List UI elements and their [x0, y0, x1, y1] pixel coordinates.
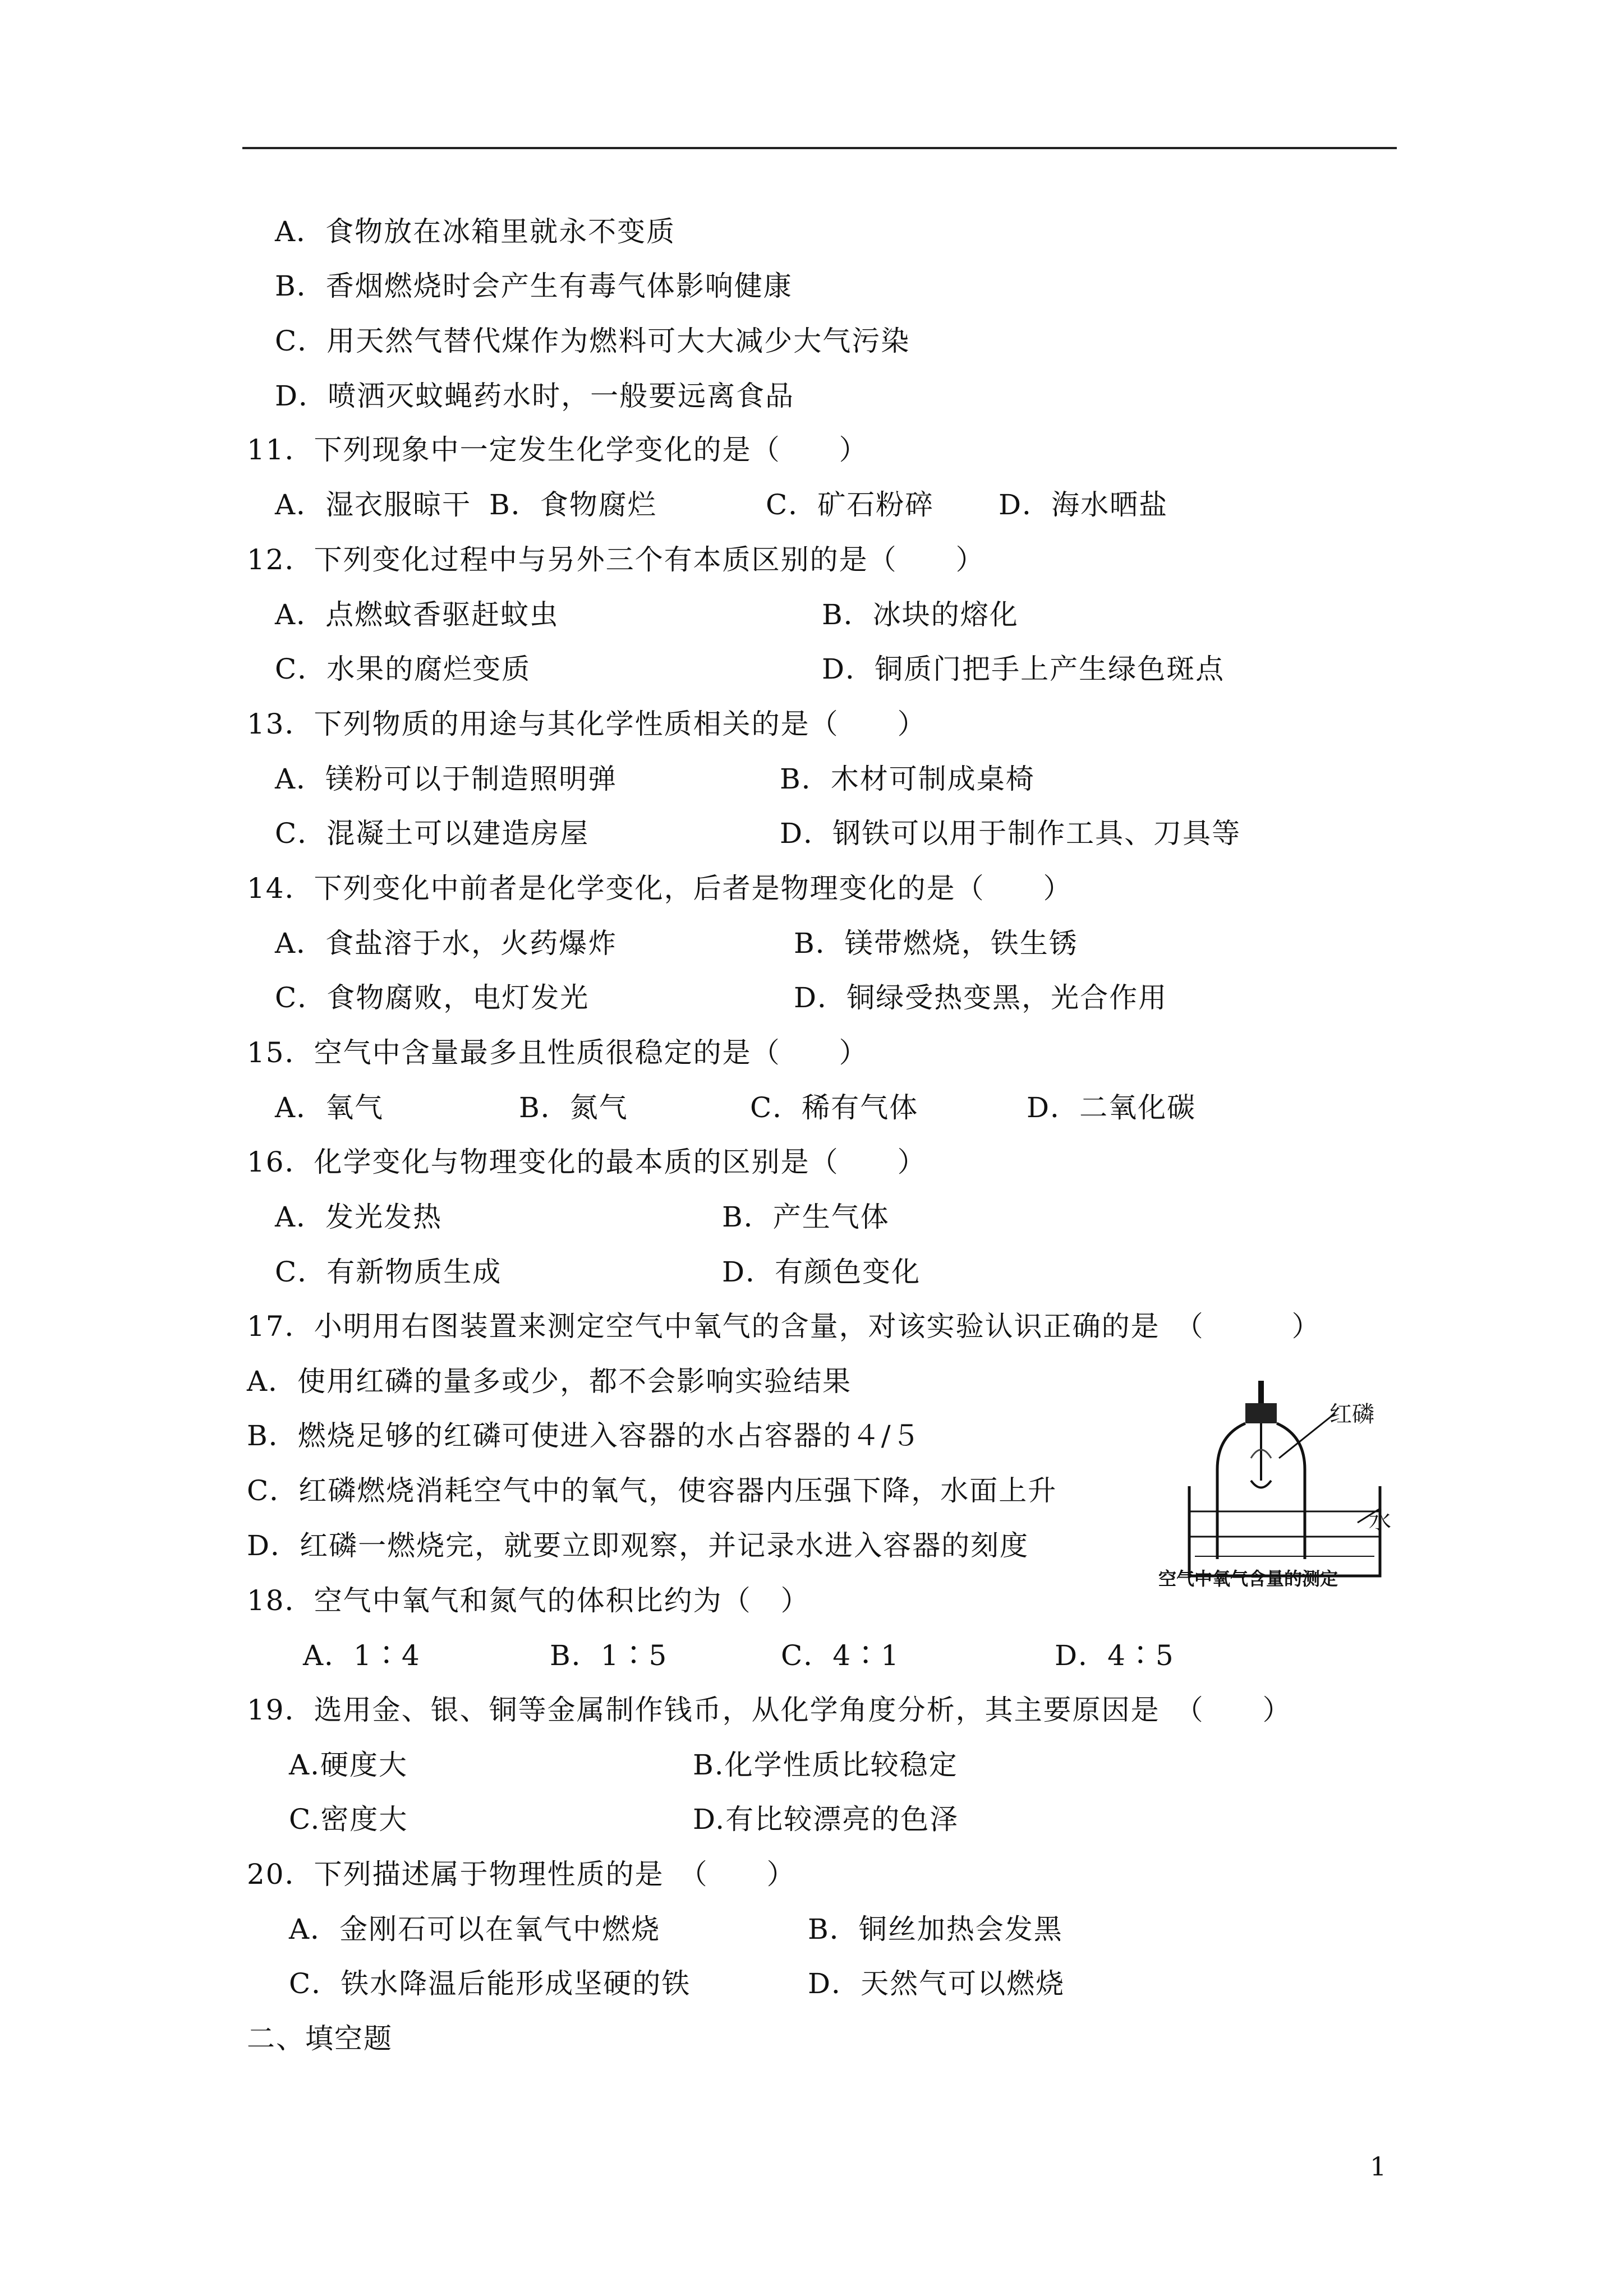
- q18-option-d: D．4∶5: [1055, 1639, 1175, 1672]
- q20-option-b: B．铜丝加热会发黑: [808, 1913, 1063, 1945]
- q18-option-a: A．1∶4: [303, 1639, 421, 1672]
- q20-stem: 20．下列描述属于物理性质的是 （ ）: [247, 1858, 796, 1891]
- q17-option-b: B．燃烧足够的红磷可使进入容器的水占容器的４/５: [247, 1419, 921, 1452]
- q13-option-b: B．木材可制成桌椅: [780, 763, 1035, 795]
- q15-option-d: D．二氧化碳: [1027, 1091, 1197, 1124]
- q12-option-a: A．点燃蚊香驱赶蚊虫: [275, 598, 559, 631]
- figure-label-water: 水: [1369, 1508, 1391, 1534]
- q14-option-c: C．食物腐败，电灯发光: [275, 981, 590, 1014]
- q14-option-a: A．食盐溶于水，火药爆炸: [275, 927, 618, 960]
- q18-option-b: B．1∶5: [550, 1639, 668, 1672]
- q10-option-b: B．香烟燃烧时会产生有毒气体影响健康: [275, 270, 793, 302]
- q19-option-a: A.硬度大: [289, 1749, 408, 1781]
- q10-option-a: A．食物放在冰箱里就永不变质: [275, 215, 676, 248]
- q16-option-c: C．有新物质生成: [275, 1256, 502, 1288]
- combustion-spoon: [1251, 1481, 1271, 1488]
- page-number: 1: [1370, 2151, 1387, 2182]
- q20-option-d: D．天然气可以燃烧: [808, 1967, 1065, 2000]
- q14-stem: 14．下列变化中前者是化学变化，后者是物理变化的是（ ）: [247, 872, 1073, 905]
- q12-option-c: C．水果的腐烂变质: [275, 653, 531, 685]
- q14-option-d: D．铜绿受热变黑，光合作用: [794, 981, 1168, 1014]
- q13-option-a: A．镁粉可以于制造照明弹: [275, 763, 618, 795]
- q15-option-a: A．氧气: [275, 1091, 384, 1124]
- q11-option-b: B．食物腐烂: [489, 488, 657, 521]
- q19-option-d: D.有比较漂亮的色泽: [693, 1803, 959, 1836]
- rubber-stopper: [1245, 1403, 1277, 1423]
- q20-option-a: A．金刚石可以在氧气中燃烧: [289, 1913, 661, 1945]
- q13-option-c: C．混凝土可以建造房屋: [275, 817, 590, 850]
- q19-stem: 19．选用金、银、铜等金属制作钱币，从化学角度分析，其主要原因是 （ ）: [247, 1694, 1292, 1726]
- q16-option-a: A．发光发热: [275, 1201, 443, 1233]
- q13-stem: 13．下列物质的用途与其化学性质相关的是（ ）: [247, 708, 927, 740]
- q15-option-c: C．稀有气体: [750, 1091, 919, 1124]
- q12-stem: 12．下列变化过程中与另外三个有本质区别的是（ ）: [247, 543, 985, 576]
- q11-option-a: A．湿衣服晾干: [275, 488, 472, 521]
- q11-stem: 11．下列现象中一定发生化学变化的是（ ）: [247, 434, 868, 466]
- q19-option-c: C.密度大: [289, 1803, 408, 1836]
- q16-option-d: D．有颜色变化: [722, 1256, 921, 1288]
- figure-label-red-phosphorus: 红磷: [1329, 1401, 1374, 1427]
- q10-option-d: D．喷洒灭蚊蝇药水时，一般要远离食品: [275, 380, 795, 412]
- section-2-title: 二、填空题: [247, 2022, 393, 2055]
- q17-stem: 17．小明用右图装置来测定空气中氧气的含量，对该实验认识正确的是 （ ）: [247, 1310, 1321, 1343]
- q12-option-b: B．冰块的熔化: [822, 598, 1019, 631]
- q11-option-d: D．海水晒盐: [999, 488, 1168, 521]
- q15-option-b: B．氮气: [519, 1091, 628, 1124]
- q12-option-d: D．铜质门把手上产生绿色斑点: [822, 653, 1225, 685]
- figure-caption: 空气中氧气含量的测定: [1158, 1568, 1338, 1589]
- q17-option-c: C．红磷燃烧消耗空气中的氧气，使容器内压强下降，水面上升: [247, 1474, 1057, 1507]
- q16-stem: 16．化学变化与物理变化的最本质的区别是（ ）: [247, 1146, 927, 1178]
- header-rule: [242, 147, 1397, 149]
- q15-stem: 15．空气中含量最多且性质很稳定的是（ ）: [247, 1036, 868, 1069]
- q20-option-c: C．铁水降温后能形成坚硬的铁: [289, 1967, 691, 2000]
- q18-stem: 18．空气中氧气和氮气的体积比约为（ ）: [247, 1584, 810, 1617]
- q11-option-c: C．矿石粉碎: [766, 488, 935, 521]
- q19-option-b: B.化学性质比较稳定: [693, 1749, 958, 1781]
- q13-option-d: D．钢铁可以用于制作工具、刀具等: [780, 817, 1241, 850]
- q10-option-c: C．用天然气替代煤作为燃料可大大减少大气污染: [275, 325, 910, 357]
- q14-option-b: B．镁带燃烧，铁生锈: [794, 927, 1078, 960]
- q16-option-b: B．产生气体: [722, 1201, 890, 1233]
- q17-option-d: D．红磷一燃烧完，就要立即观察，并记录水进入容器的刻度: [247, 1529, 1029, 1562]
- q18-option-c: C．4∶1: [781, 1639, 900, 1672]
- q17-option-a: A．使用红磷的量多或少，都不会影响实验结果: [247, 1365, 852, 1398]
